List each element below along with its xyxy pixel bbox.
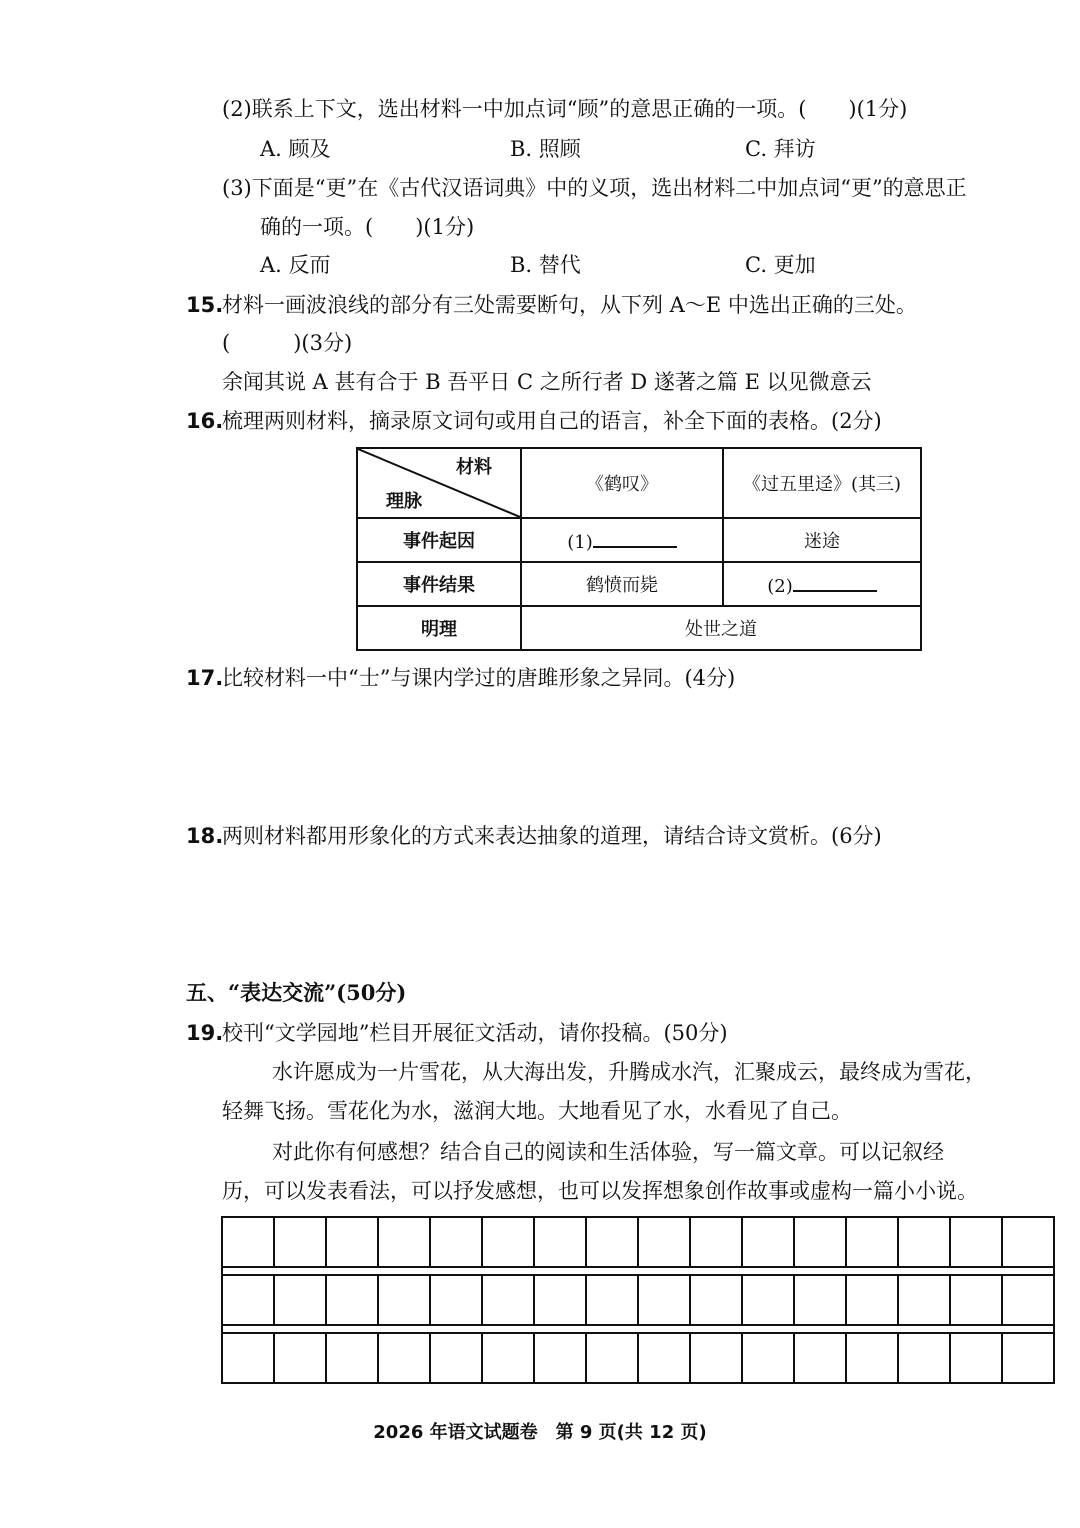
grid-cell[interactable]: [951, 1334, 1003, 1382]
corner-bottom-label: 理脉: [386, 491, 422, 512]
q15-line2: ( )(3分): [222, 331, 353, 355]
q19-prompt-p2-line1: 对此你有何感想？结合自己的阅读和生活体验，写一篇文章。可以记叙经: [272, 1140, 944, 1164]
grid-cell[interactable]: [795, 1276, 847, 1324]
table-diagonal-line: [358, 449, 520, 517]
q14-sub2-text: (2)联系上下文，选出材料一中加点词“顾”的意思正确的一项。( )(1分): [222, 97, 908, 121]
grid-cell[interactable]: [379, 1276, 431, 1324]
page-footer: 2026 年语文试题卷 第 9 页(共 12 页): [373, 1422, 707, 1443]
q14-sub2-option-c: C. 拜访: [745, 137, 816, 161]
q14-sub2-option-b: B. 照顾: [510, 137, 581, 161]
grid-cell[interactable]: [743, 1276, 795, 1324]
grid-cell[interactable]: [431, 1218, 483, 1266]
grid-cell[interactable]: [275, 1334, 327, 1382]
q14-sub3-option-b: B. 替代: [510, 253, 581, 277]
grid-cell[interactable]: [535, 1334, 587, 1382]
grid-cell[interactable]: [899, 1334, 951, 1382]
blank-1-line[interactable]: [593, 528, 677, 548]
q17-answer-area[interactable]: [222, 700, 1052, 810]
row-label-result: 事件结果: [357, 562, 521, 606]
grid-cell[interactable]: [899, 1276, 951, 1324]
blank-2-prefix: (2): [767, 575, 793, 597]
blank-2-line[interactable]: [793, 572, 877, 592]
cell-blank-1[interactable]: [521, 518, 723, 562]
grid-cell[interactable]: [327, 1218, 379, 1266]
grid-cell[interactable]: [587, 1334, 639, 1382]
grid-cell[interactable]: [1003, 1276, 1053, 1324]
cell-moral: 处世之道: [521, 606, 921, 650]
q15-line3: 余闻其说 A 甚有合于 B 吾平日 C 之所行者 D 遂著之篇 E 以见微意云: [222, 370, 872, 394]
cell-blank-2[interactable]: [723, 562, 921, 606]
grid-cell[interactable]: [483, 1218, 535, 1266]
grid-cell[interactable]: [743, 1334, 795, 1382]
grid-row[interactable]: [221, 1274, 1055, 1326]
grid-cell[interactable]: [847, 1276, 899, 1324]
grid-cell[interactable]: [639, 1218, 691, 1266]
grid-cell[interactable]: [1003, 1334, 1053, 1382]
q14-sub3-option-c: C. 更加: [745, 253, 816, 277]
grid-cell[interactable]: [327, 1276, 379, 1324]
q19-text: 校刊“文学园地”栏目开展征文活动，请你投稿。(50分): [222, 1021, 728, 1045]
q17-number: 17.: [186, 666, 224, 690]
grid-cell[interactable]: [847, 1218, 899, 1266]
grid-cell[interactable]: [639, 1276, 691, 1324]
grid-cell[interactable]: [691, 1276, 743, 1324]
grid-cell[interactable]: [535, 1276, 587, 1324]
grid-cell[interactable]: [431, 1334, 483, 1382]
row-label-moral: 明理: [357, 606, 521, 650]
corner-top-label: 材料: [456, 457, 492, 478]
writing-grid[interactable]: [221, 1216, 1055, 1384]
cell-result-1: 鹤愤而毙: [521, 562, 723, 606]
grid-cell[interactable]: [795, 1334, 847, 1382]
q14-sub3-line2: 确的一项。( )(1分): [260, 215, 475, 239]
grid-cell[interactable]: [639, 1334, 691, 1382]
col-header-1: 《鹤叹》: [521, 448, 723, 518]
grid-cell[interactable]: [587, 1276, 639, 1324]
blank-1-prefix: (1): [567, 531, 593, 553]
q18-text: 两则材料都用形象化的方式来表达抽象的道理，请结合诗文赏析。(6分): [222, 824, 882, 848]
grid-cell[interactable]: [327, 1334, 379, 1382]
q19-prompt-p2-line2: 历，可以发表看法，可以抒发感想，也可以发挥想象创作故事或虚构一篇小小说。: [222, 1179, 978, 1203]
grid-row[interactable]: [221, 1216, 1055, 1268]
q15-line1: 材料一画波浪线的部分有三处需要断句，从下列 A～E 中选出正确的三处。: [222, 293, 917, 317]
grid-cell[interactable]: [743, 1218, 795, 1266]
grid-cell[interactable]: [899, 1218, 951, 1266]
grid-cell[interactable]: [379, 1334, 431, 1382]
grid-cell[interactable]: [1003, 1218, 1053, 1266]
q15-number: 15.: [186, 293, 224, 317]
q16-number: 16.: [186, 409, 224, 433]
q14-sub3-line1: (3)下面是“更”在《古代汉语词典》中的义项，选出材料二中加点词“更”的意思正: [222, 176, 967, 200]
grid-cell[interactable]: [951, 1218, 1003, 1266]
grid-cell[interactable]: [483, 1276, 535, 1324]
q18-number: 18.: [186, 824, 224, 848]
row-label-cause: 事件起因: [357, 518, 521, 562]
grid-cell[interactable]: [691, 1334, 743, 1382]
q16-text: 梳理两则材料，摘录原文词句或用自己的语言，补全下面的表格。(2分): [222, 409, 882, 433]
q14-sub2-option-a: A. 顾及: [260, 137, 331, 161]
grid-cell[interactable]: [951, 1276, 1003, 1324]
q19-prompt-p1-line1: 水许愿成为一片雪花，从大海出发，升腾成水汽，汇聚成云，最终成为雪花，: [272, 1060, 986, 1084]
q14-sub3-option-a: A. 反而: [260, 253, 331, 277]
grid-cell[interactable]: [223, 1218, 275, 1266]
q19-number: 19.: [186, 1021, 224, 1045]
q17-text: 比较材料一中“士”与课内学过的唐雎形象之异同。(4分): [222, 666, 736, 690]
cell-cause-2: 迷途: [723, 518, 921, 562]
q18-answer-area[interactable]: [222, 858, 1052, 968]
grid-cell[interactable]: [847, 1334, 899, 1382]
grid-row[interactable]: [221, 1332, 1055, 1384]
grid-cell[interactable]: [379, 1218, 431, 1266]
col-header-2: 《过五里迳》(其三): [723, 448, 921, 518]
section-5-title: 五、“表达交流”(50分): [186, 980, 407, 1005]
grid-cell[interactable]: [795, 1218, 847, 1266]
q16-table: [356, 447, 922, 651]
grid-cell[interactable]: [223, 1276, 275, 1324]
grid-cell[interactable]: [483, 1334, 535, 1382]
grid-cell[interactable]: [223, 1334, 275, 1382]
grid-cell[interactable]: [431, 1276, 483, 1324]
grid-cell[interactable]: [535, 1218, 587, 1266]
table-corner-cell: [357, 448, 521, 518]
grid-cell[interactable]: [275, 1218, 327, 1266]
q19-prompt-p1-line2: 轻舞飞扬。雪花化为水，滋润大地。大地看见了水，水看见了自己。: [222, 1099, 852, 1123]
grid-cell[interactable]: [587, 1218, 639, 1266]
grid-cell[interactable]: [691, 1218, 743, 1266]
grid-cell[interactable]: [275, 1276, 327, 1324]
